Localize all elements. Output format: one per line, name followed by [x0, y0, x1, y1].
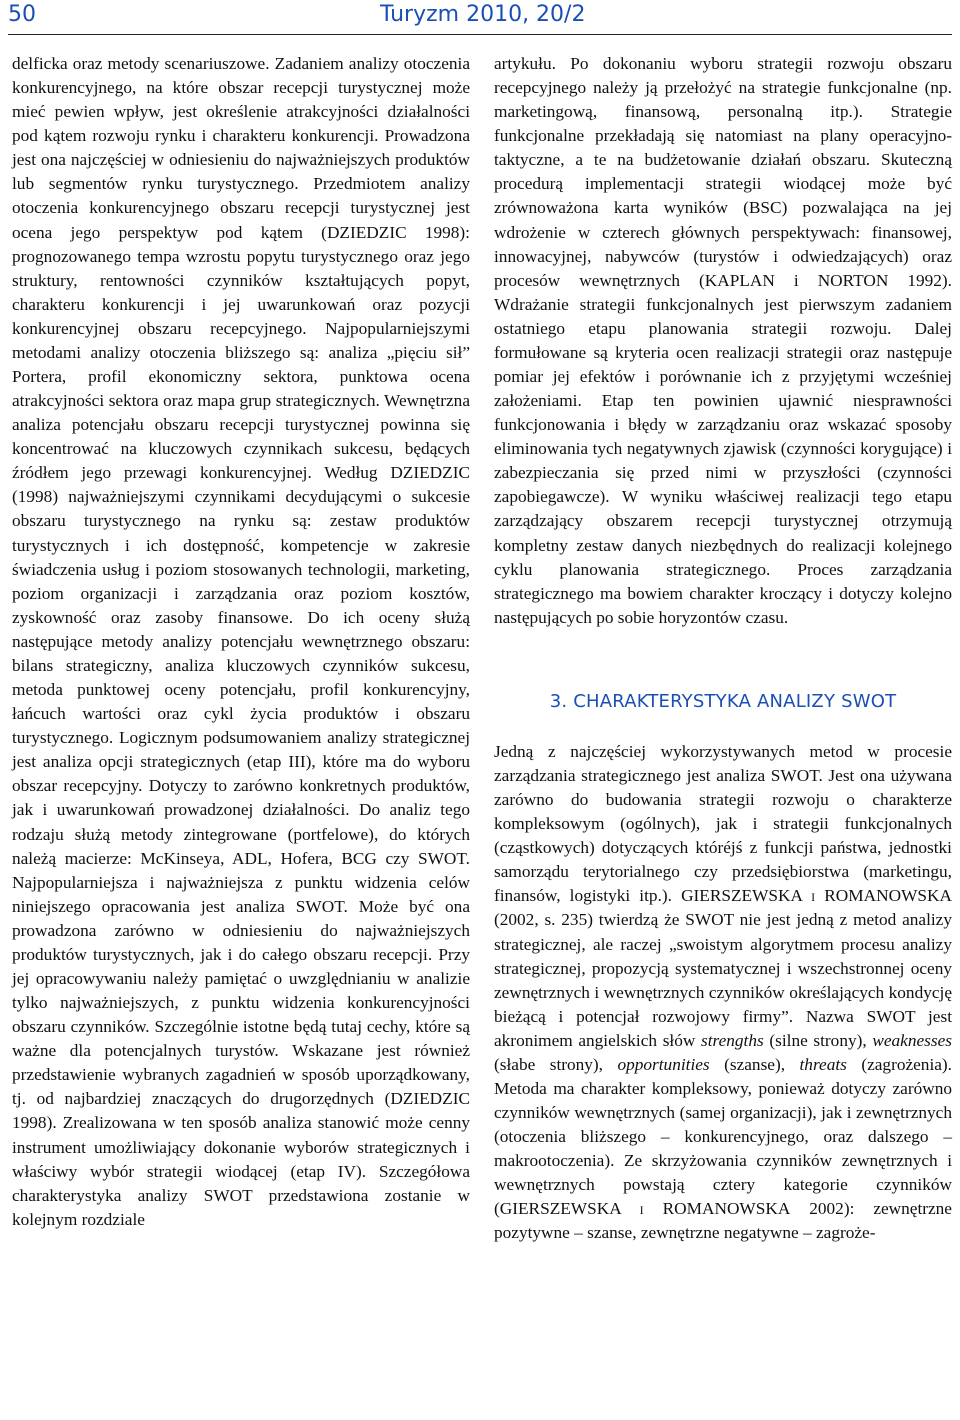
text-run: 2002): zewnętrzne pozytywne – szanse, zewnętrzne negatywne – zagroże- — [494, 1199, 952, 1243]
citation-authors: GIERSZEWSKA i ROMANOWSKA — [499, 1199, 791, 1219]
left-column — [12, 52, 470, 1232]
text-run: (2002, s. 235) twierdzą że SWOT nie jest jedną z metod analizy strategicznej, ale raczej „swoistym algorytmem procesu analizy strategicznej, propozycją systematycznej i wszechstronnej oceny zewnętrznych i wewnętrznych czynników określających kondycję bieżącą i potencjał rozwojowy firmy”. Nazwa SWOT jest akronimem angielskich słów — [494, 910, 952, 1050]
term-threats: threats — [799, 1054, 847, 1074]
body-paragraph: artykułu. Po dokonaniu wyboru strategii rozwoju obszaru recepcyjnego należy ją przełożyć na strategie funkcjonalne (np. marketingową, finansową, personalną itp.). Strategie funkcjonalne przekładają się natomiast na plany operacyjno-taktyczne, a te na budżetowanie działań obszaru. Skuteczną procedurą implementacji strategii wiodącej może być zrównoważona karta wyników (BSC) pozwalająca na jej wdrożenie w czterech głównych perspektywach: finansowej, innowacyjnej, nabywców (turystów i odwiedzających) oraz procesów wewnętrznych (KAPLAN i NORTON 1992). Wdrażanie strategii funkcjonalnych jest pierwszym zadaniem ostatniego etapu planowania strategii rozwoju. Dalej formułowane są kryteria ocen realizacji strategii oraz następuje pomiar jej efektów i porównanie ich z przyjętymi wcześniej założeniami. Etap ten powinien ujawnić niesprawności funkcjonowania i błędy w zarządzaniu oraz wskazać sposoby eliminowania tych negatywnych zjawisk (czynności korygujące) i zabezpieczania się przed nimi w przyszłości (czynności zapobiegawcze). W wyniku właściwej realizacji tego etapu zarządzający obszarem recepcji turystycznej otrzymują kompletny zestaw danych niezbędnych do realizacji kolejnego cyklu planowania strategicznego. Proces zarządzania strategicznego ma bowiem charakter kroczący i dotyczy kolejno następujących po sobie horyzontów czasu. — [494, 54, 952, 627]
journal-title: Turyzm 2010, 20/2 — [380, 2, 586, 27]
right-column — [494, 52, 952, 1246]
text-run: Jedną z najczęściej wykorzystywanych metod w procesie zarządzania strategicznego jest analiza SWOT. Jest ona używana zarówno do budowania strategii rozwoju o charakterze kompleksowym (ogólnych), jak i strategii funkcjonalnych (cząstkowych) dotyczących któréjś z funkcji państwa, jednostki samorządu terytorialnego czy przedsiębiorstwa (marketingu, finansów, logistyki itp.). — [494, 741, 952, 906]
page-number: 50 — [8, 2, 36, 27]
text-run: (słabe strony), — [494, 1054, 618, 1074]
term-weaknesses: weaknesses — [872, 1030, 952, 1050]
section-heading: 3. CHARAKTERYSTYKA ANALIZY SWOT — [549, 690, 897, 712]
citation-authors: GIERSZEWSKA i ROMANOWSKA — [681, 886, 952, 906]
page-header — [8, 0, 952, 35]
body-paragraph-swot — [494, 740, 952, 1246]
body-paragraph: delficka oraz metody scenariuszowe. Zadaniem analizy otoczenia konkurencyjnego, na które obszar recepcji turystycznej może mieć pewien wpływ, jest określenie atrakcyjności działalności pod kątem rozwoju rynku i charakteru konkurencji. Prowadzona jest ona najczęściej w odniesieniu do najważniejszych produktów lub segmentów rynku turystycznego. Przedmiotem analizy otoczenia konkurencyjnego obszaru recepcji turystycznej jest ocena jego perspektyw pod kątem (DZIEDZIC 1998): prognozowanego tempa wzrostu popytu turystycznego oraz jego struktury, rentowności czynników kształtujących popyt, charakteru konkurencji i jej uwarunkowań oraz pozycji konkurencyjnej obszaru recepcyjnego. Najpopularniejszymi metodami analizy otoczenia bliższego są: analiza „pięciu sił” Portera, profil ekonomiczny sektora, punktowa ocena atrakcyjności sektora oraz mapa grup strategicznych. Wewnętrzna analiza potencjału obszaru recepcji turystycznej powinna się koncentrować na kluczowych czynnikach sukcesu, będących źródłem jego przewagi konkurencyjnej. Według DZIEDZIC (1998) najważniejszymi czynnikami decydującymi o sukcesie obszaru turystycznego na rynku są: zestaw produktów turystycznych i ich dostępność, kompetencje w zakresie świadczenia usług i poziom stosowanych technologii, marketing, poziom organizacji i zarządzania oraz poziom kosztów, zyskowność oraz zasoby finansowe. Do ich oceny służą następujące metody analizy potencjału wewnętrznego obszaru: bilans strategiczny, analiza kluczowych czynników sukcesu, metoda punktowej oceny potencjału, profil konkurencyjny, łańcuch wartości oraz cykl życia produktów i obszaru turystycznego. Logicznym podsumowaniem analizy strategicznej jest analiza opcji strategicznych (etap III), które ma do wyboru obszar recepcyjny. Dotyczy to zarówno konkretnych produktów, jak i uwarunkowań prowadzonej działalności. Do analiz tego rodzaju służą metody zintegrowane (portfelowe), do których należą macierze: McKinseya, ADL, Hofera, BCG czy SWOT. Najpopularniejsza i najważniejsza z punktu widzenia celów niniejszego opracowania jest analiza SWOT. Może być ona prowadzona zarówno w odniesieniu do najważniejszych produktów turystycznych, jak i do całego obszaru recepcji. Przy jej opracowywaniu należy pamiętać o uwzględnianiu w analizie tylko najważniejszych, z punktu widzenia konkurencyjności obszaru czynników. Szczególnie istotne będą tutaj cechy, które są ważne dla potencjalnych turystów. Wskazane jest również przedstawienie wybranych zagadnień w sposób uporządkowany, tj. od najbardziej znaczących do drugorzędnych (DZIEDZIC 1998). Zrealizowana w ten sposób analiza stanowić może cenny instrument umożliwiający dokonanie wyborów strategicznych i właściwy wybór strategii wiodącej (etap IV). Szczegółowa charakterystyka analizy SWOT przedstawiona zostanie w kolejnym rozdziale — [12, 54, 470, 1229]
term-opportunities: opportunities — [617, 1054, 710, 1074]
text-run: (silne strony), — [763, 1030, 873, 1050]
text-run: (zagrożenia). Metoda ma charakter kompleksowy, ponieważ dotyczy zarówno czynników wewnętrznych (samej organizacji), jak i zewnętrznych (otoczenia bliższego – konkurencyjnego, oraz dalszego – makrootoczenia). Ze skrzyżowania czynników zewnętrznych i wewnętrznych powstają cztery kategorie czynników ( — [494, 1054, 952, 1219]
term-strengths: strengths — [700, 1030, 764, 1050]
text-run: (szanse), — [709, 1054, 800, 1074]
